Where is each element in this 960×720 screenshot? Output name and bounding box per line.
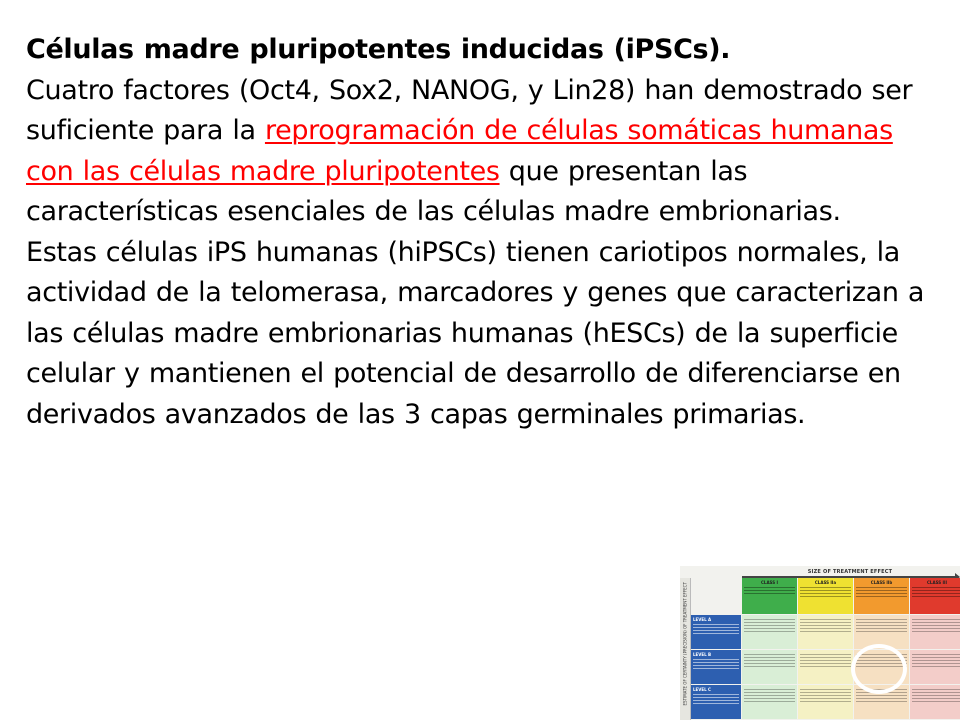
- table-cell: [742, 615, 797, 649]
- row-header-level-c: [691, 685, 741, 719]
- table-cell: [910, 685, 960, 719]
- table-cell: [798, 615, 853, 649]
- table-corner-cell: [691, 578, 741, 614]
- column-header-label: CLASS III: [926, 580, 948, 585]
- paragraph-factors-continuation: que presentan las características esenciales de las células madre embrionarias.: [26, 155, 841, 227]
- table-cell: [798, 685, 853, 719]
- slide-text-block: [26, 30, 926, 435]
- column-header-class-iib: [854, 578, 909, 614]
- table-cell: [910, 650, 960, 684]
- row-header-level-b: [691, 650, 741, 684]
- row-header-level-a: [691, 615, 741, 649]
- row-header-label: LEVEL C: [693, 687, 711, 692]
- figure-sidebar: [680, 578, 691, 720]
- paragraph-factors: [26, 71, 926, 233]
- slide-title: Células madre pluripotentes inducidas (iPSCs).: [26, 34, 731, 65]
- evidence-table-figure: [680, 566, 960, 720]
- row-header-label: LEVEL B: [693, 652, 712, 657]
- column-header-class-iia: [798, 578, 853, 614]
- column-header-label: CLASS IIa: [814, 580, 837, 585]
- table-cell: [910, 615, 960, 649]
- column-header-class-iii: [910, 578, 960, 614]
- table-cell: [798, 650, 853, 684]
- figure-header: SIZE OF TREATMENT EFFECT: [807, 569, 893, 575]
- column-header-label: CLASS IIb: [870, 580, 893, 585]
- table-cell: [742, 650, 797, 684]
- evidence-table-grid: [691, 578, 960, 720]
- figure-sidebar-label: ESTIMATE OF CERTAINTY (PRECISION) OF TREATMENT EFFECT: [682, 582, 688, 706]
- paragraph-hipscs: Estas células iPS humanas (hiPSCs) tienen cariotipos normales, la actividad de la telomerasa, marcadores y genes que caracterizan a las células madre embrionarias humanas (hESCs) de la superficie celular y mantienen el potencial de desarrollo de diferenciarse en derivados avanzados de las 3 capas germinales primarias.: [26, 236, 925, 430]
- column-header-label: CLASS I: [760, 580, 779, 585]
- column-header-class-i: [742, 578, 797, 614]
- table-cell: [742, 685, 797, 719]
- row-header-label: LEVEL A: [693, 617, 712, 622]
- paragraph-factors-text: Cuatro factores (Oct4, Sox2, NANOG, y Lin28) han demostrado ser suficiente para la: [26, 74, 913, 146]
- highlighted-reprogramming-text: reprogramación de células somáticas humanas con las células madre pluripotentes: [26, 115, 893, 187]
- highlight-circle: [851, 644, 907, 694]
